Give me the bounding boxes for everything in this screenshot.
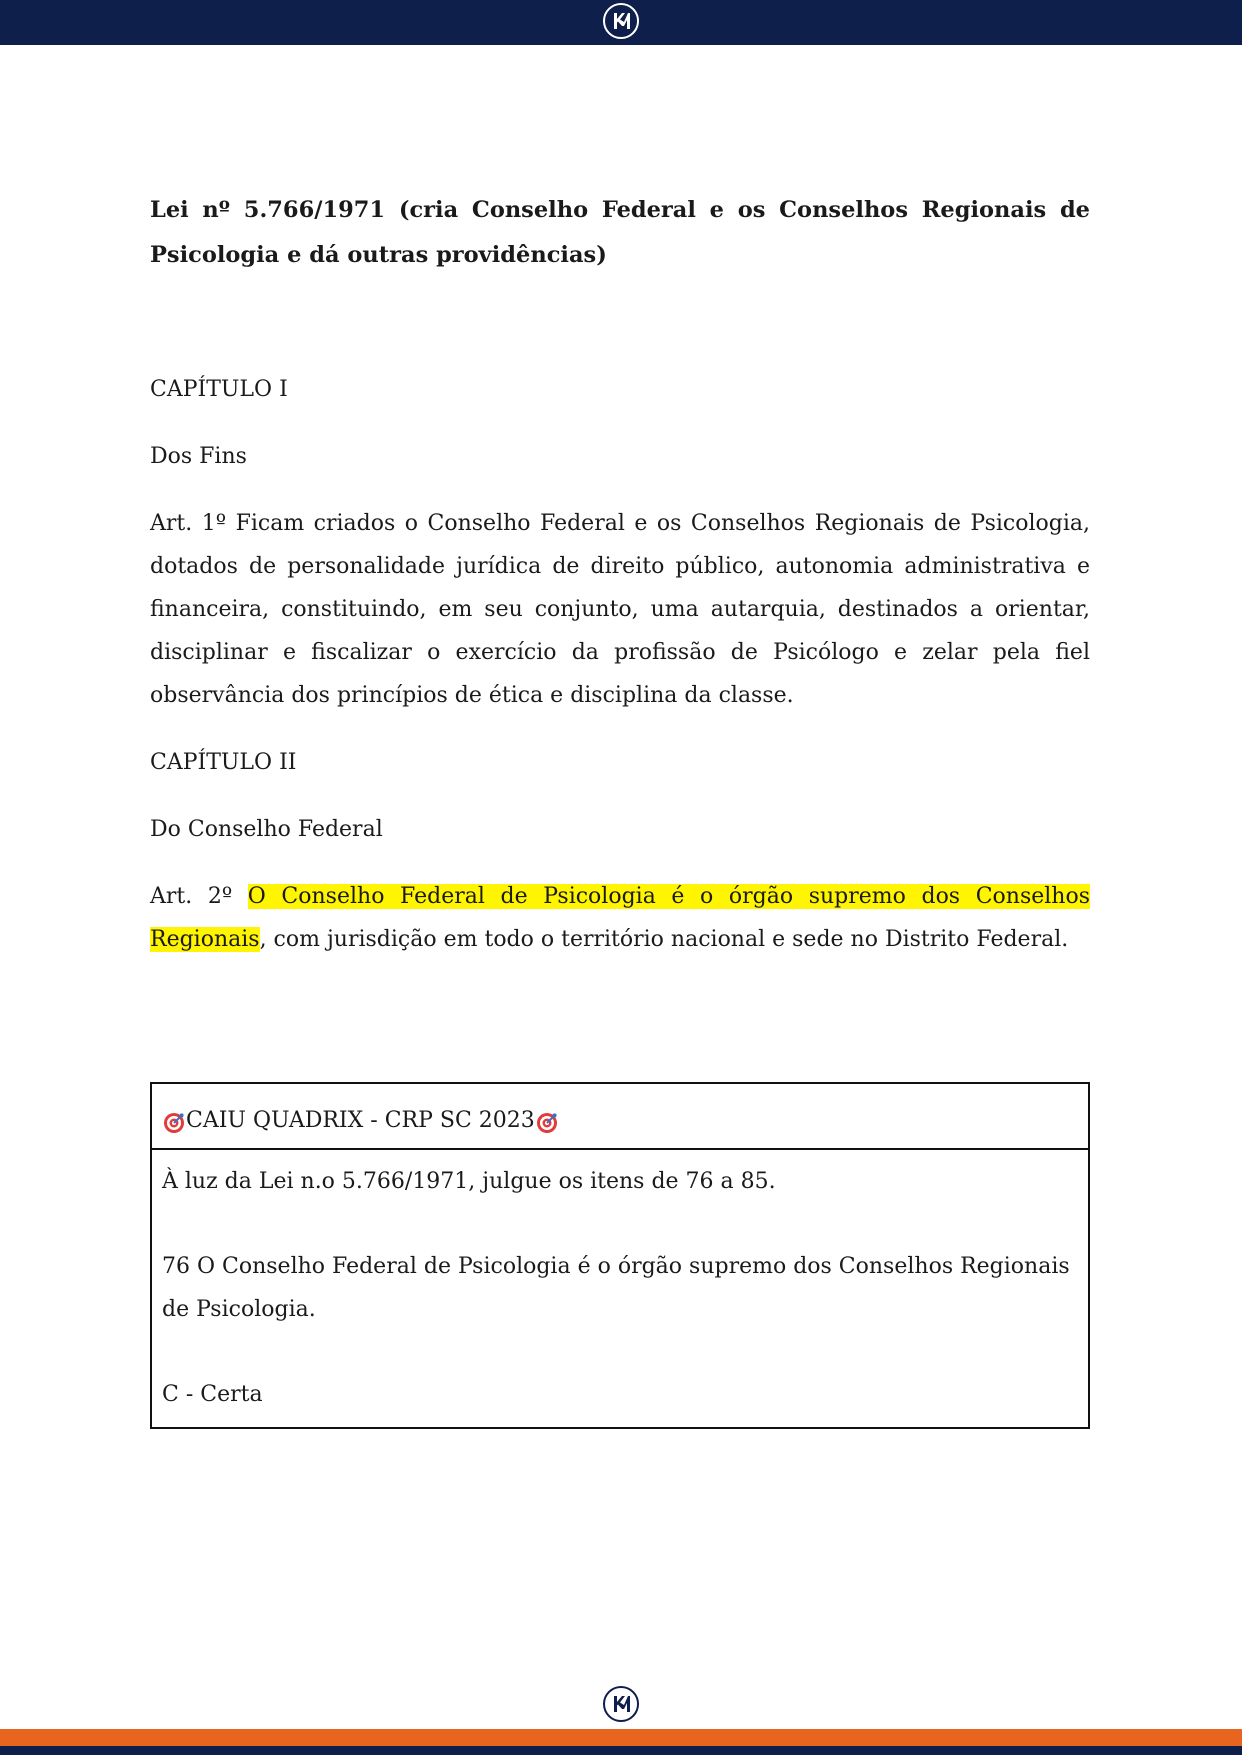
- footer-orange-bar: [0, 1729, 1242, 1746]
- article-2-rest: , com jurisdição em todo o território nacional e sede no Distrito Federal.: [259, 927, 1069, 952]
- exam-box-title: CAIU QUADRIX - CRP SC 2023: [186, 1108, 535, 1133]
- chapter2-heading: CAPÍTULO II: [150, 750, 297, 775]
- footer-navy-bar: [0, 1746, 1242, 1755]
- exam-box-body: [152, 1150, 1088, 1416]
- document-body: [150, 188, 1090, 961]
- exam-intro: À luz da Lei n.o 5.766/1971, julgue os itens de 76 a 85.: [162, 1169, 776, 1194]
- target-icon: [535, 1109, 559, 1133]
- exam-box-header: [152, 1084, 1088, 1150]
- chapter1-subtitle: Dos Fins: [150, 444, 247, 469]
- article-2-prefix: Art. 2º: [150, 884, 248, 909]
- law-title: Lei nº 5.766/1971 (cria Conselho Federal e os Conselhos Regionais de Psicologia e dá outras providências): [150, 197, 1090, 268]
- article-2: [150, 875, 1090, 961]
- article-2-highlight: O Conselho Federal de Psicologia é o órgão supremo dos Conselhos Regionais: [150, 884, 1090, 952]
- chapter2-subtitle: Do Conselho Federal: [150, 817, 383, 842]
- target-icon: [162, 1109, 186, 1133]
- exam-answer: C - Certa: [162, 1382, 263, 1407]
- chapter1-heading: CAPÍTULO I: [150, 377, 288, 402]
- exam-item: 76 O Conselho Federal de Psicologia é o órgão supremo dos Conselhos Regionais de Psicologia.: [162, 1254, 1070, 1322]
- km-logo-icon: [603, 1686, 639, 1722]
- exam-question-box: [150, 1082, 1090, 1429]
- km-logo-icon: [603, 3, 639, 39]
- article-1: Art. 1º Ficam criados o Conselho Federal e os Conselhos Regionais de Psicologia, dotados de personalidade jurídica de direito público, autonomia administrativa e financeira, constituindo, em seu conjunto, uma autarquia, destinados a orientar, disciplinar e fiscalizar o exercício da profissão de Psicólogo e zelar pela fiel observância dos princípios de ética e disciplina da classe.: [150, 511, 1090, 708]
